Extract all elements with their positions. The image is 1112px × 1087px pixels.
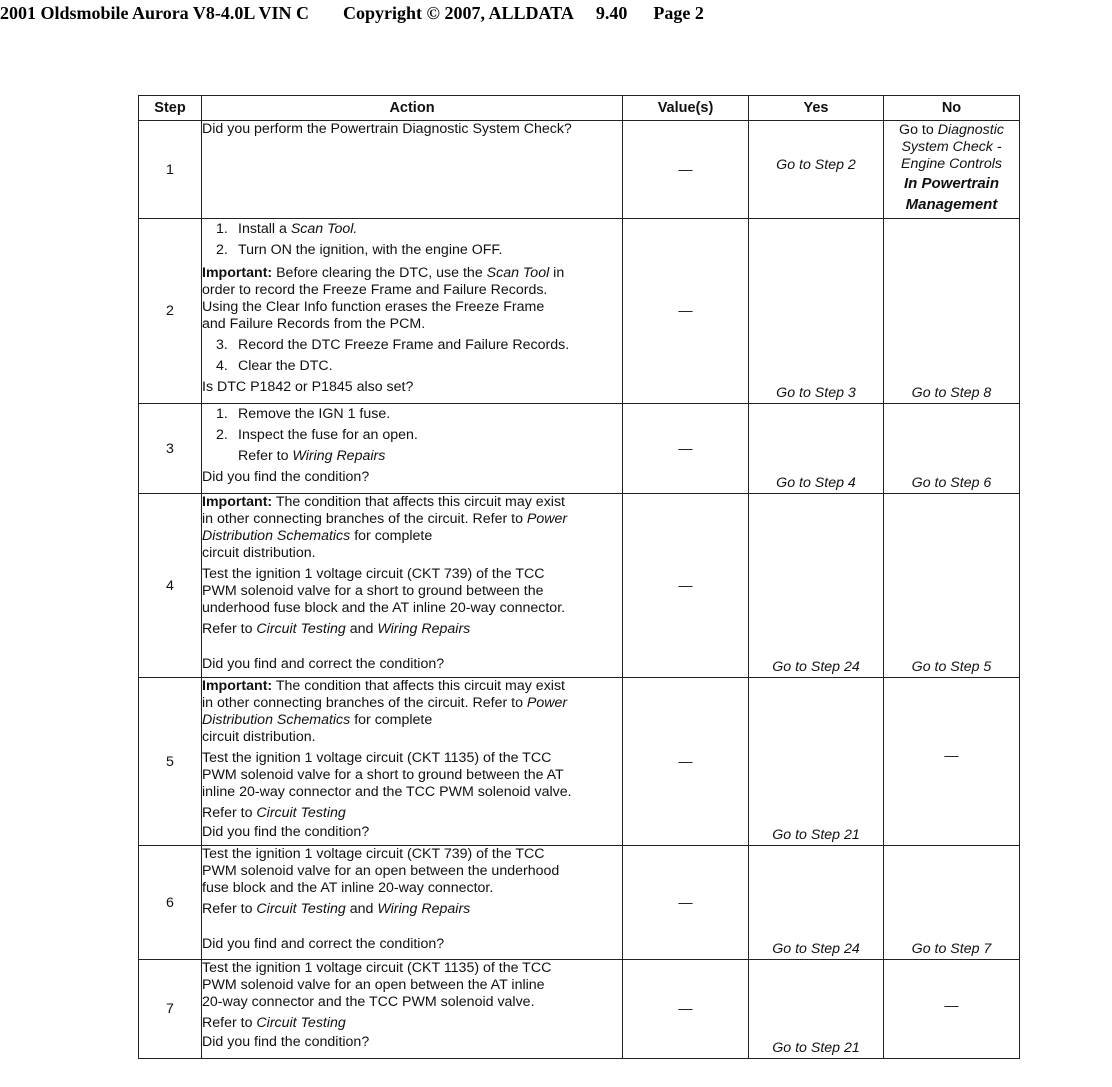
yes-goto-link[interactable]: Go to Step 24: [772, 659, 860, 675]
instruction-text: Test the ignition 1 voltage circuit (CKT 739) of the TCC: [202, 846, 545, 862]
no-text-line5: In Powertrain: [903, 175, 1000, 192]
action-question: Is DTC P1842 or P1845 also set?: [202, 379, 414, 395]
important-label: Important:: [202, 494, 273, 510]
step-number: 1: [139, 121, 202, 219]
col-header-values: Value(s): [623, 96, 749, 121]
yes-goto-link[interactable]: Go to Step 21: [772, 827, 860, 843]
test-instruction: [202, 566, 622, 617]
item-number: 2.: [216, 242, 228, 258]
action-cell: [202, 404, 623, 494]
item-number: 3.: [216, 337, 228, 353]
no-text-line4: Engine Controls: [901, 156, 1002, 172]
refer-text: Refer to: [238, 448, 293, 464]
note-link[interactable]: Power: [526, 511, 568, 527]
important-note: [202, 678, 622, 746]
item-text: Turn ON the ignition, with the engine OFF.: [238, 242, 503, 258]
instruction-text: Test the ignition 1 voltage circuit (CKT 1135) of the TCC: [202, 960, 552, 976]
refer-text: Refer to: [202, 1015, 257, 1031]
no-goto-link[interactable]: [884, 121, 1019, 216]
refer-link[interactable]: Wiring Repairs: [377, 901, 471, 917]
refer-line: [202, 805, 622, 822]
yes-cell: [749, 846, 884, 960]
item-number: 1.: [216, 406, 228, 422]
value-cell: [623, 494, 749, 678]
no-cell: [884, 219, 1020, 404]
important-label: Important:: [202, 678, 273, 694]
value-dash: —: [678, 894, 693, 911]
test-instruction: [202, 750, 622, 801]
version-text: 9.40: [595, 3, 628, 23]
no-cell: [884, 678, 1020, 846]
refer-link[interactable]: Circuit Testing: [256, 805, 346, 821]
note-text: in other connecting branches of the circuit. Refer to: [202, 695, 527, 711]
instruction-text: PWM solenoid valve for a short to ground between the AT: [202, 767, 564, 783]
refer-link[interactable]: Wiring Repairs: [292, 448, 386, 464]
test-instruction: [202, 960, 622, 1011]
note-text: Before clearing the DTC, use the: [272, 265, 487, 281]
action-cell: [202, 678, 623, 846]
value-cell: [623, 121, 749, 219]
action-question: Did you find the condition?: [202, 1034, 370, 1050]
no-text-line6: Management: [905, 196, 998, 213]
action-question: Did you find and correct the condition?: [202, 656, 445, 672]
page-header: [0, 3, 704, 24]
refer-text: Refer to: [202, 805, 257, 821]
no-cell: [884, 846, 1020, 960]
no-cell: [884, 960, 1020, 1059]
no-dash: —: [944, 998, 959, 1014]
refer-line: [202, 446, 622, 467]
value-dash: —: [678, 303, 693, 319]
yes-cell: [749, 219, 884, 404]
step-number: 4: [139, 494, 202, 678]
note-text: in other connecting branches of the circuit. Refer to: [202, 511, 527, 527]
col-header-action: Action: [202, 96, 623, 121]
item-text: Install a: [238, 221, 291, 237]
note-text: The condition that affects this circuit may exist: [272, 494, 565, 510]
no-dash: —: [944, 748, 959, 764]
note-link[interactable]: Distribution Schematics: [202, 528, 351, 544]
yes-cell: [749, 678, 884, 846]
action-cell: [202, 121, 623, 219]
note-text: circuit distribution.: [202, 729, 316, 745]
table-row: [139, 960, 1020, 1059]
action-question: Did you find the condition?: [202, 469, 370, 485]
note-text: order to record the Freeze Frame and Failure Records.: [202, 282, 548, 298]
refer-text: and: [345, 621, 378, 637]
yes-cell: [749, 121, 884, 219]
step-number: 6: [139, 846, 202, 960]
value-dash: —: [678, 753, 693, 770]
table-header-row: [139, 96, 1020, 121]
col-header-yes: Yes: [749, 96, 884, 121]
action-cell: [202, 494, 623, 678]
yes-goto-link[interactable]: Go to Step 21: [772, 1040, 860, 1056]
action-item-2: [202, 240, 622, 261]
table-row: [139, 404, 1020, 494]
refer-text: and: [345, 901, 378, 917]
instruction-text: fuse block and the AT inline 20-way connector.: [202, 880, 494, 896]
no-text-line3: System Check -: [901, 139, 1002, 155]
note-text: circuit distribution.: [202, 545, 316, 561]
instruction-text: Test the ignition 1 voltage circuit (CKT 1135) of the TCC: [202, 750, 552, 766]
step-number: 7: [139, 960, 202, 1059]
note-text: and Failure Records from the PCM.: [202, 316, 426, 332]
note-text-italic: Scan Tool: [486, 265, 550, 281]
no-text-goto: Go to: [899, 122, 934, 138]
refer-text: Refer to: [202, 621, 257, 637]
step-number: 3: [139, 404, 202, 494]
col-header-step: Step: [139, 96, 202, 121]
action-cell: [202, 846, 623, 960]
instruction-text: inline 20-way connector and the TCC PWM solenoid valve.: [202, 784, 572, 800]
item-text: Remove the IGN 1 fuse.: [238, 406, 391, 422]
col-header-no: No: [884, 96, 1020, 121]
refer-link[interactable]: Circuit Testing: [256, 1015, 346, 1031]
refer-line: [202, 621, 622, 638]
no-goto-link[interactable]: Go to Step 7: [911, 941, 992, 957]
note-link[interactable]: Power: [526, 695, 568, 711]
item-text: Inspect the fuse for an open.: [238, 427, 418, 443]
value-cell: [623, 960, 749, 1059]
item-number: 4.: [216, 358, 228, 374]
vehicle-title: 2001 Oldsmobile Aurora V8-4.0L VIN C: [0, 3, 310, 23]
value-cell: [623, 846, 749, 960]
value-cell: [623, 404, 749, 494]
refer-link[interactable]: Circuit Testing: [256, 901, 346, 917]
refer-link[interactable]: Wiring Repairs: [377, 621, 471, 637]
refer-line: [202, 1015, 622, 1032]
yes-cell: [749, 404, 884, 494]
note-text: The condition that affects this circuit may exist: [272, 678, 565, 694]
value-dash: —: [678, 161, 693, 178]
note-text: in: [549, 265, 565, 281]
copyright-text: Copyright © 2007, ALLDATA: [343, 3, 574, 23]
yes-goto-link[interactable]: Go to Step 4: [776, 475, 856, 491]
table-row: [139, 121, 1020, 219]
table-row: [139, 678, 1020, 846]
refer-text: Refer to: [202, 901, 257, 917]
no-goto-link[interactable]: Go to Step 6: [911, 475, 992, 491]
no-goto-link[interactable]: Go to Step 8: [911, 385, 992, 401]
instruction-text: PWM solenoid valve for a short to ground between the: [202, 583, 544, 599]
note-text: for complete: [350, 712, 433, 728]
action-cell: [202, 219, 623, 404]
item-number: 1.: [216, 221, 228, 237]
important-label: Important:: [202, 265, 273, 281]
table-row: [139, 219, 1020, 404]
no-cell: [884, 404, 1020, 494]
item-text: Record the DTC Freeze Frame and Failure Records.: [238, 337, 570, 353]
value-dash: —: [678, 440, 693, 457]
no-goto-link[interactable]: Go to Step 5: [911, 659, 992, 675]
yes-goto-link[interactable]: Go to Step 24: [772, 941, 860, 957]
value-dash: —: [678, 577, 693, 594]
action-question: Did you perform the Powertrain Diagnostic System Check?: [202, 121, 572, 137]
yes-goto-link[interactable]: Go to Step 2: [776, 157, 856, 173]
note-text: for complete: [350, 528, 433, 544]
no-cell: [884, 494, 1020, 678]
yes-cell: [749, 494, 884, 678]
value-cell: [623, 678, 749, 846]
note-text: Using the Clear Info function erases the Freeze Frame: [202, 299, 545, 315]
action-question: Did you find and correct the condition?: [202, 936, 445, 952]
table-row: [139, 846, 1020, 960]
page-number: Page 2: [653, 3, 704, 23]
no-text-diagnostic: Diagnostic: [937, 122, 1004, 138]
instruction-text: PWM solenoid valve for an open between the underhood: [202, 863, 560, 879]
instruction-text: underhood fuse block and the AT inline 20-way connector.: [202, 600, 566, 616]
action-question: Did you find the condition?: [202, 824, 370, 840]
instruction-text: Test the ignition 1 voltage circuit (CKT 739) of the TCC: [202, 566, 545, 582]
step-number: 5: [139, 678, 202, 846]
table-row: [139, 494, 1020, 678]
action-item-3: [202, 335, 622, 356]
value-dash: —: [678, 1001, 693, 1017]
yes-goto-link[interactable]: Go to Step 3: [776, 385, 856, 401]
no-cell: [884, 121, 1020, 219]
test-instruction: [202, 846, 622, 897]
yes-cell: [749, 960, 884, 1059]
important-note: [202, 494, 622, 562]
item-text-italic: Scan Tool.: [290, 221, 358, 237]
action-item-2: [202, 425, 622, 446]
item-text: Clear the DTC.: [238, 358, 333, 374]
item-number: 2.: [216, 427, 228, 443]
refer-line: [202, 901, 622, 918]
action-cell: [202, 960, 623, 1059]
note-link[interactable]: Distribution Schematics: [202, 712, 351, 728]
refer-link[interactable]: Circuit Testing: [256, 621, 346, 637]
step-number: 2: [139, 219, 202, 404]
instruction-text: PWM solenoid valve for an open between the AT inline: [202, 977, 545, 993]
action-item-4: [202, 356, 622, 377]
important-note: [202, 265, 622, 333]
instruction-text: 20-way connector and the TCC PWM solenoid valve.: [202, 994, 535, 1010]
diagnostic-table: [138, 95, 1020, 1059]
value-cell: [623, 219, 749, 404]
action-item-1: [202, 404, 622, 425]
action-item-1: [202, 219, 622, 240]
